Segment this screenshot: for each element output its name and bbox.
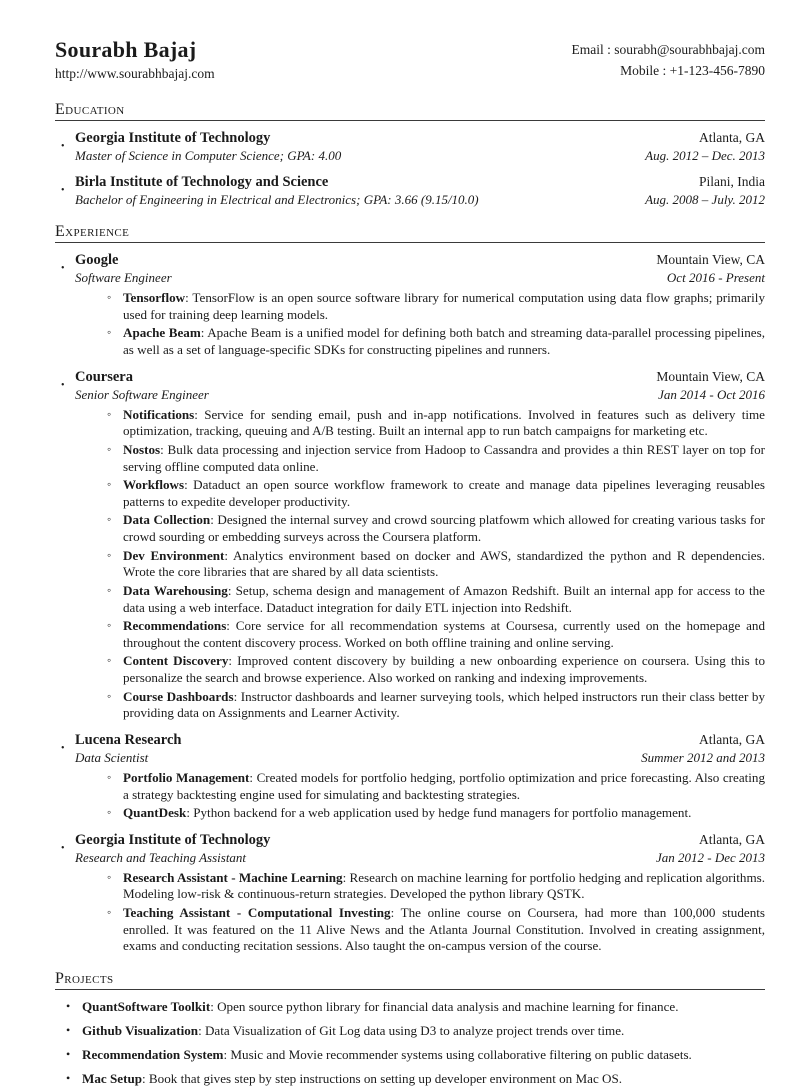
sub-bullet-glyph: ◦ <box>107 769 112 784</box>
bullet-text: : Python backend for a web application used by hedge fund managers for portfolio management. <box>186 805 692 821</box>
entry-bullet: • <box>61 742 65 754</box>
entry-subtitle-row <box>75 148 765 164</box>
education-entry <box>55 130 765 164</box>
experience-bullet <box>106 290 765 323</box>
experience-bullet <box>106 870 765 903</box>
person-name: Sourabh Bajaj <box>55 37 197 62</box>
project-text: : Data Visualization of Git Log data using D3 to analyze project trends over time. <box>198 1023 625 1039</box>
school-location: Atlanta, GA <box>699 130 765 146</box>
degree: Master of Science in Computer Science; GPA: 4.00 <box>75 148 342 164</box>
project-label: Mac Setup <box>82 1071 143 1087</box>
education-entry <box>55 174 765 208</box>
bullet-text: : TensorFlow is an open source software library for numerical computation using data flow graphs; primarily used for training deep learning models. <box>123 290 765 322</box>
company-location: Mountain View, CA <box>656 368 765 384</box>
experience-bullet <box>106 618 765 651</box>
project-bullet-glyph: • <box>66 1071 71 1086</box>
experience-bullet <box>106 583 765 616</box>
bullet-label: Notifications <box>123 406 195 422</box>
experience-bullet <box>106 770 765 803</box>
experience-entry <box>55 369 765 722</box>
bullet-label: Apache Beam <box>123 325 201 341</box>
project-text: : Music and Movie recommender systems using collaborative filtering on public datasets. <box>223 1047 692 1063</box>
entry-title-row <box>75 174 765 191</box>
bullet-text: : Setup, schema design and management of Amazon Redshift. Built an internal app for access to the data using a web interface. Dataduct integration for daily ETL injection into Redshift. <box>123 582 765 615</box>
bullet-label: Workflows <box>123 477 185 493</box>
project-item <box>66 1023 765 1040</box>
school-name: Birla Institute of Technology and Science <box>75 174 329 191</box>
job-title: Research and Teaching Assistant <box>75 849 247 865</box>
experience-bullet-list <box>75 770 765 822</box>
bullet-text: : Analytics environment based on docker and AWS, standardized the python and R dependencies. Wrote the core libraries that are shared by all data scientists. <box>123 547 765 580</box>
experience-bullet <box>106 689 765 722</box>
degree: Bachelor of Engineering in Electrical and Electronics; GPA: 3.66 (9.15/10.0) <box>75 192 479 208</box>
website-url: http://www.sourabhbajaj.com <box>55 66 215 82</box>
dates: Jan 2012 - Dec 2013 <box>655 849 765 865</box>
mobile-line: Mobile : +1-123-456-7890 <box>620 62 765 78</box>
experience-bullet <box>106 407 765 440</box>
company-name: Lucena Research <box>75 731 182 748</box>
sub-bullet-glyph: ◦ <box>107 441 112 456</box>
experience-bullet <box>106 805 765 822</box>
bullet-text: : Instructor dashboards and learner surveying tools, which helped instructors run their class better by providing data on Assignments and Learner Activity. <box>123 688 765 721</box>
experience-entry <box>55 732 765 822</box>
header-left <box>55 38 215 82</box>
dates: Aug. 2008 – July. 2012 <box>645 192 765 208</box>
education-section-title: Education <box>55 101 765 121</box>
project-item <box>66 999 765 1016</box>
sub-bullet-glyph: ◦ <box>107 688 112 703</box>
company-name: Georgia Institute of Technology <box>75 831 271 848</box>
bullet-label: Dev Environment <box>123 547 225 563</box>
bullet-text: : Bulk data processing and injection service from Hadoop to Cassandra and provides a thin REST layer on top for serving offline computed data online. <box>123 441 765 474</box>
project-label: Recommendation System <box>82 1047 224 1063</box>
bullet-text: : Designed the internal survey and crowd sourcing platfowm which allowed for creating various tasks for crowd sourding or embedding surveys across the Coursera platform. <box>123 512 765 545</box>
experience-bullet <box>106 653 765 686</box>
sub-bullet-glyph: ◦ <box>107 869 112 884</box>
bullet-text: : Improved content discovery by building a new onboarding experience on coursera. Using this to personalize the search and browse experience. Also worked on ranking and indexing improvements. <box>123 653 765 686</box>
project-text: : Book that gives step by step instructions on setting up developer environment on Mac OS. <box>142 1071 623 1087</box>
projects-section-title: Projects <box>55 970 765 990</box>
sub-bullet-glyph: ◦ <box>107 582 112 597</box>
entry-subtitle-row <box>75 387 765 403</box>
entry-title-row <box>75 252 765 269</box>
section-education <box>55 101 765 208</box>
entry-bullet: • <box>61 185 65 197</box>
bullet-text: : Research on machine learning for portfolio hedging and replication algorithms. Modeling low-risk & continuous-return strategies. Developed the python library QSTK. <box>123 869 765 902</box>
bullet-text: : Apache Beam is a unified model for defining both batch and streaming data-parallel processing pipelines, as well as a set of language-specific SDKs for constructing pipelines and runners. <box>123 325 765 358</box>
bullet-label: Tensorflow <box>123 290 186 306</box>
project-label: QuantSoftware Toolkit <box>82 998 211 1014</box>
resume-header <box>55 38 765 82</box>
experience-entry <box>55 832 765 955</box>
entry-bullet: • <box>61 842 65 854</box>
school-location: Pilani, India <box>699 174 765 190</box>
projects-list <box>55 999 765 1088</box>
job-title: Data Scientist <box>75 749 149 765</box>
experience-bullet <box>106 548 765 581</box>
experience-bullet-list <box>75 407 765 722</box>
project-label: Github Visualization <box>82 1023 199 1039</box>
sub-bullet-glyph: ◦ <box>107 325 112 340</box>
entry-subtitle-row <box>75 270 765 286</box>
company-location: Atlanta, GA <box>699 831 765 847</box>
bullet-label: Portfolio Management <box>123 769 250 785</box>
entry-bullet: • <box>61 141 65 153</box>
entry-bullet: • <box>61 379 65 391</box>
bullet-label: QuantDesk <box>123 805 187 821</box>
entry-subtitle-row <box>75 850 765 866</box>
experience-bullet <box>106 325 765 358</box>
bullet-label: Recommendations <box>123 618 227 634</box>
sub-bullet-glyph: ◦ <box>107 512 112 527</box>
experience-bullet-list <box>75 870 765 955</box>
email-line: Email : sourabh@sourabhbajaj.com <box>571 42 765 57</box>
sub-bullet-glyph: ◦ <box>107 618 112 633</box>
project-bullet-glyph: • <box>66 1047 71 1062</box>
sub-bullet-glyph: ◦ <box>107 547 112 562</box>
sub-bullet-glyph: ◦ <box>107 406 112 421</box>
company-location: Mountain View, CA <box>656 252 765 268</box>
header-contact <box>571 38 765 82</box>
bullet-label: Course Dashboards <box>123 688 234 704</box>
dates: Aug. 2012 – Dec. 2013 <box>645 148 765 164</box>
sub-bullet-glyph: ◦ <box>107 653 112 668</box>
sub-bullet-glyph: ◦ <box>107 905 112 920</box>
experience-bullet <box>106 442 765 475</box>
sub-bullet-glyph: ◦ <box>107 805 112 820</box>
experience-bullet <box>106 477 765 510</box>
bullet-text: : Service for sending email, push and in-app notifications. Involved in features such as delivery time optimization, tracking, queuing and A/B testing. Built an internal app to run batch campaigns for marketing etc. <box>123 406 765 439</box>
project-item <box>66 1047 765 1064</box>
dates: Jan 2014 - Oct 2016 <box>658 386 765 402</box>
sub-bullet-glyph: ◦ <box>107 477 112 492</box>
dates: Oct 2016 - Present <box>666 270 765 286</box>
entry-title-row <box>75 732 765 749</box>
sub-bullet-glyph: ◦ <box>107 290 112 305</box>
experience-bullet <box>106 512 765 545</box>
entry-subtitle-row <box>75 192 765 208</box>
project-item <box>66 1071 765 1088</box>
company-name: Coursera <box>75 368 133 385</box>
company-name: Google <box>75 252 119 269</box>
project-text: : Open source python library for financial data analysis and machine learning for finance. <box>210 998 679 1014</box>
school-name: Georgia Institute of Technology <box>75 130 271 147</box>
bullet-text: : Created models for portfolio hedging, portfolio optimization and price forecasting. Also creating a strategy backtesting engine used for simulating and backtesting strategies. <box>123 769 765 802</box>
section-projects <box>55 970 765 1088</box>
bullet-label: Nostos <box>123 441 161 457</box>
bullet-label: Data Warehousing <box>123 582 228 598</box>
entry-title-row <box>75 130 765 147</box>
project-bullet-glyph: • <box>66 998 71 1013</box>
entry-title-row <box>75 369 765 386</box>
bullet-label: Research Assistant - Machine Learning <box>123 869 343 885</box>
bullet-text: : The online course on Coursera, had more than 100,000 students enrolled. It was featured on the 11 Alive News and the Atlanta Journal Constitution. Involved in creating assignment, exams and conducting recitation sessions. Also taught the on-campus version of the course. <box>123 905 765 954</box>
entry-title-row <box>75 832 765 849</box>
experience-section-title: Experience <box>55 223 765 243</box>
bullet-text: : Core service for all recommendation systems at Coursesa, currently used on the homepage and throughout the content discovery process. Worked on both offline training and online serving. <box>123 618 765 650</box>
project-bullet-glyph: • <box>66 1023 71 1038</box>
bullet-text: : Dataduct an open source workflow framework to create and manage data pipelines leveraging reusables patterns to expedite developer productivity. <box>123 477 765 509</box>
bullet-label: Data Collection <box>123 512 211 528</box>
job-title: Senior Software Engineer <box>75 386 209 402</box>
company-location: Atlanta, GA <box>699 731 765 747</box>
section-experience <box>55 223 765 955</box>
experience-bullet-list <box>75 290 765 359</box>
experience-entry <box>55 252 765 359</box>
dates: Summer 2012 and 2013 <box>641 749 765 765</box>
experience-bullet <box>106 905 765 955</box>
job-title: Software Engineer <box>75 270 172 286</box>
entry-bullet: • <box>61 263 65 275</box>
bullet-label: Content Discovery <box>123 653 229 669</box>
entry-subtitle-row <box>75 750 765 766</box>
bullet-label: Teaching Assistant - Computational Investing <box>123 905 391 921</box>
